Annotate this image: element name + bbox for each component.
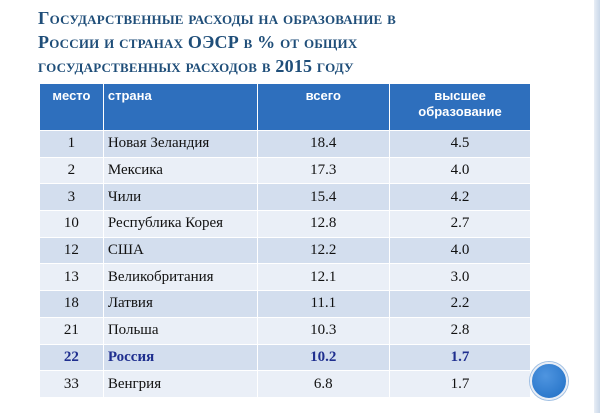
header-country — [103, 84, 257, 131]
table-row — [40, 157, 531, 184]
cell-total: 12.2 — [257, 237, 389, 264]
table-row-highlighted — [40, 344, 531, 371]
cell-country: Чили — [103, 184, 257, 211]
cell-higher: 2.8 — [390, 317, 531, 344]
title-line-2: России и странах ОЭСР в % от общих — [38, 32, 358, 52]
data-table — [40, 84, 531, 397]
cell-country: Венгрия — [103, 371, 257, 397]
cell-country: Мексика — [103, 157, 257, 184]
cell-higher: 4.0 — [390, 237, 531, 264]
cell-rank: 10 — [40, 211, 103, 238]
cell-rank: 21 — [40, 317, 103, 344]
cell-total: 6.8 — [257, 371, 389, 397]
header-total — [257, 84, 389, 131]
cell-higher: 1.7 — [390, 371, 531, 397]
cell-rank: 3 — [40, 184, 103, 211]
cell-higher: 4.5 — [390, 131, 531, 158]
cell-total: 11.1 — [257, 291, 389, 318]
header-rank — [40, 84, 103, 131]
cell-total: 12.1 — [257, 264, 389, 291]
table-row — [40, 211, 531, 238]
cell-rank: 22 — [40, 344, 103, 371]
header-higher-line-1: высшее — [434, 88, 486, 103]
title-line-1: Государственные расходы на образование в — [38, 8, 396, 28]
page-title — [38, 6, 558, 78]
table-row — [40, 371, 531, 397]
table-row — [40, 131, 531, 158]
cell-total: 17.3 — [257, 157, 389, 184]
cell-total: 10.2 — [257, 344, 389, 371]
header-higher-education — [390, 84, 531, 131]
cell-total: 18.4 — [257, 131, 389, 158]
table-row — [40, 291, 531, 318]
header-total-label: всего — [305, 88, 341, 103]
cell-rank: 18 — [40, 291, 103, 318]
table-row — [40, 264, 531, 291]
cell-rank: 2 — [40, 157, 103, 184]
cell-higher: 2.2 — [390, 291, 531, 318]
cell-country: Республика Корея — [103, 211, 257, 238]
title-line-3: государственных расходов в 2015 году — [38, 56, 354, 76]
cell-higher: 4.2 — [390, 184, 531, 211]
header-rank-label: место — [52, 88, 91, 103]
cell-total: 10.3 — [257, 317, 389, 344]
header-country-label: страна — [107, 88, 152, 103]
cell-total: 15.4 — [257, 184, 389, 211]
cell-higher: 3.0 — [390, 264, 531, 291]
header-higher-line-2: образование — [418, 104, 502, 119]
cell-higher: 4.0 — [390, 157, 531, 184]
cell-rank: 33 — [40, 371, 103, 397]
header-higher-label — [394, 84, 526, 120]
table-row — [40, 184, 531, 211]
table-row — [40, 317, 531, 344]
cell-country: Россия — [103, 344, 257, 371]
cell-total: 12.8 — [257, 211, 389, 238]
cell-rank: 1 — [40, 131, 103, 158]
cell-country: США — [103, 237, 257, 264]
cell-country: Латвия — [103, 291, 257, 318]
cell-country: Новая Зеландия — [103, 131, 257, 158]
table-row — [40, 237, 531, 264]
cell-rank: 12 — [40, 237, 103, 264]
cell-higher: 1.7 — [390, 344, 531, 371]
cell-country: Польша — [103, 317, 257, 344]
slide-edge-decoration — [594, 0, 600, 413]
cell-higher: 2.7 — [390, 211, 531, 238]
cell-rank: 13 — [40, 264, 103, 291]
cell-country: Великобритания — [103, 264, 257, 291]
circle-nav-icon[interactable] — [530, 362, 568, 400]
table-header-row — [40, 84, 531, 131]
